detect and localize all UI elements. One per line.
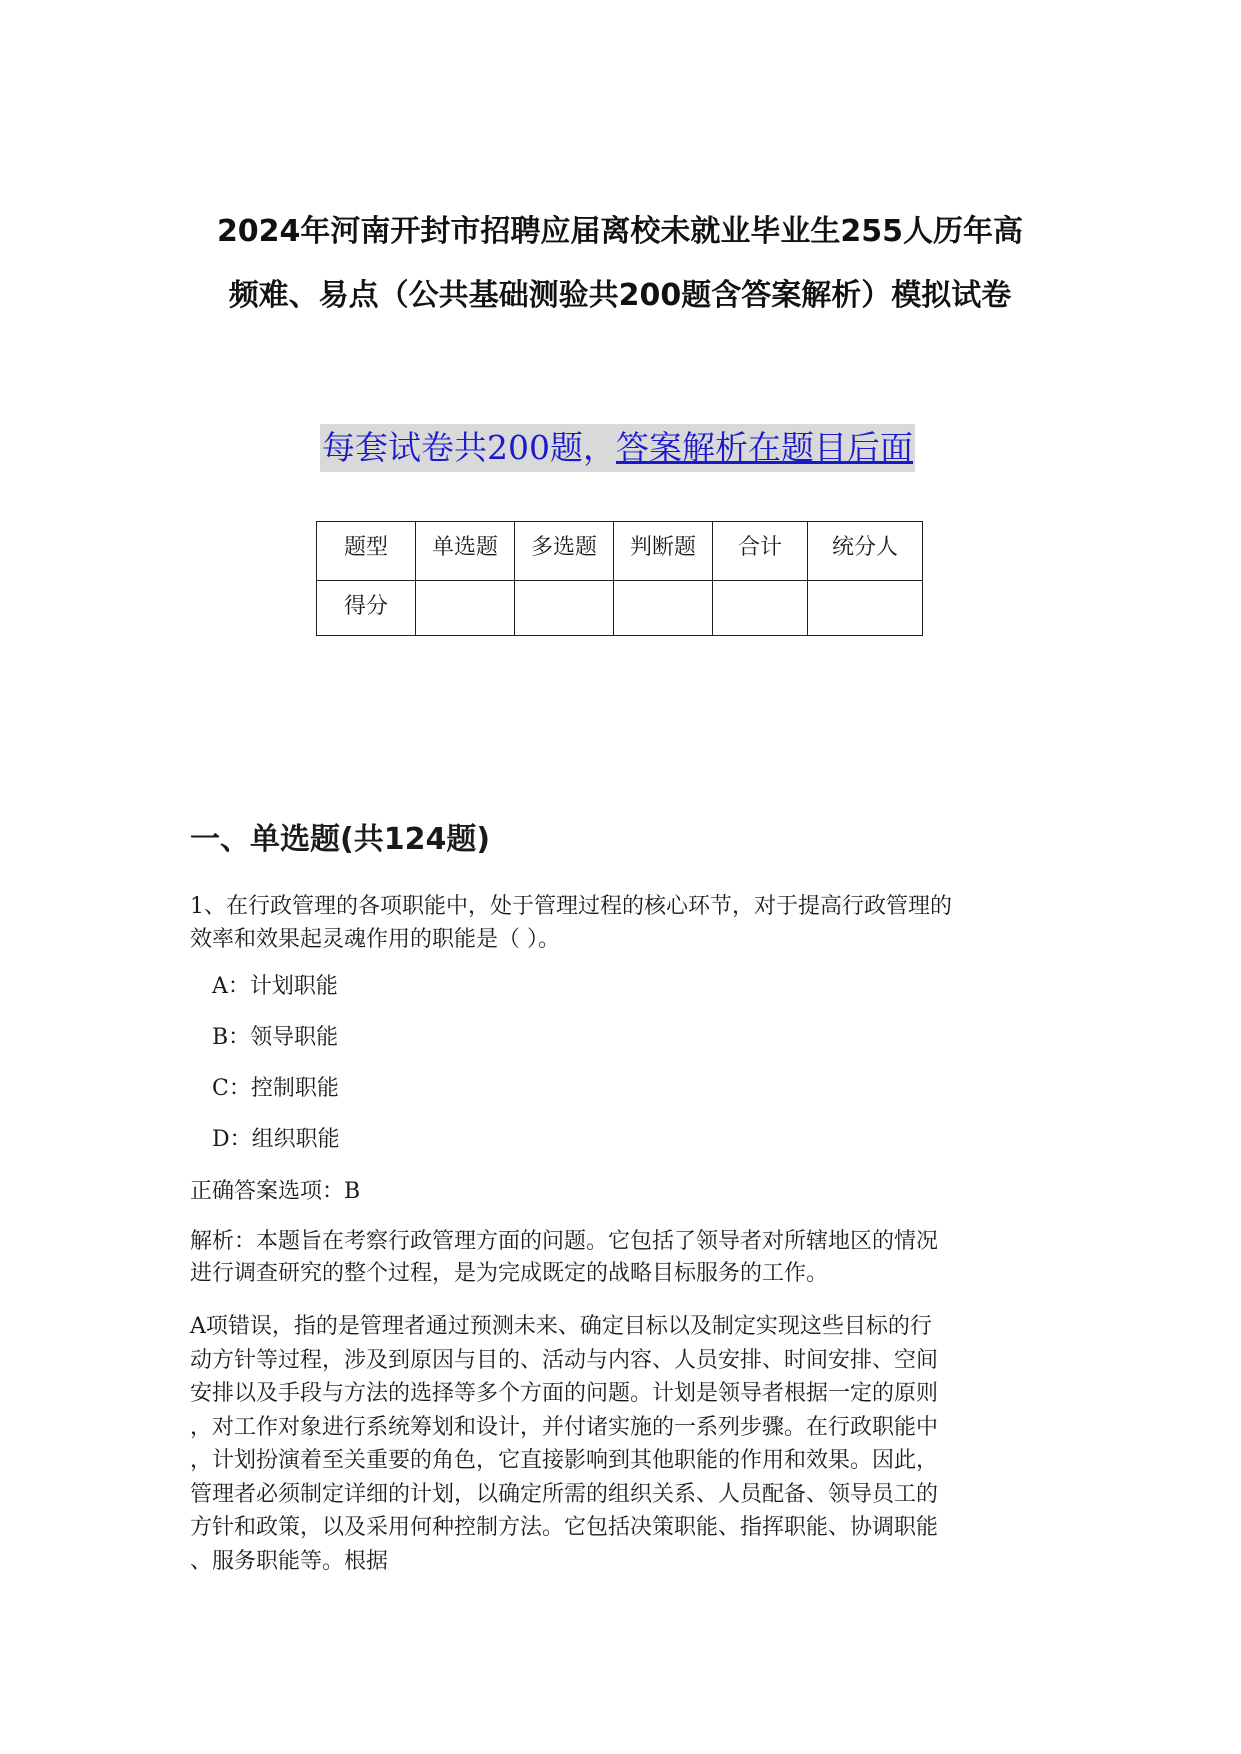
header-cell-scorer: 统分人 (808, 522, 923, 581)
score-table-header-row (317, 522, 923, 581)
detail-line: ，对工作对象进行系统筹划和设计，并付诸实施的一系列步骤。在行政职能中 (190, 1414, 939, 1440)
score-table (316, 521, 923, 636)
question-text-line: 1、在行政管理的各项职能中，处于管理过程的核心环节，对于提高行政管理的 (190, 894, 952, 919)
score-cell-multi[interactable] (515, 581, 614, 636)
subtitle-link[interactable]: 答案解析在题目后面 (616, 428, 913, 467)
subtitle-banner (320, 424, 915, 472)
detail-line: 管理者必须制定详细的计划，以确定所需的组织关系、人员配备、领导员工的 (190, 1481, 939, 1507)
detail-line: 安排以及手段与方法的选择等多个方面的问题。计划是领导者根据一定的原则 (190, 1381, 939, 1406)
analysis-line: 进行调查研究的整个过程，是为完成既定的战略目标服务的工作。 (190, 1261, 829, 1286)
analysis-line: 解析：本题旨在考察行政管理方面的问题。它包括了领导者对所辖地区的情况 (190, 1229, 939, 1254)
row-label-score: 得分 (317, 581, 416, 636)
header-cell-multi: 多选题 (515, 522, 614, 581)
score-cell-total[interactable] (713, 581, 808, 636)
header-cell-judge: 判断题 (614, 522, 713, 581)
detail-analysis (190, 1310, 1040, 1578)
title-line-1: 2024年河南开封市招聘应届离校未就业毕业生255人历年高 (216, 214, 1024, 249)
document-title (160, 200, 1080, 328)
detail-line: ，计划扮演着至关重要的角色，它直接影响到其他职能的作用和效果。因此， (190, 1448, 939, 1473)
header-cell-type: 题型 (317, 522, 416, 581)
option-c[interactable]: C：控制职能 (212, 1076, 339, 1101)
section-heading: 一、单选题(共124题) (190, 822, 491, 857)
option-b[interactable]: B：领导职能 (212, 1025, 339, 1050)
question-text-line: 效率和效果起灵魂作用的职能是（ ）。 (190, 927, 560, 952)
analysis-text (190, 1226, 1050, 1290)
score-cell-single[interactable] (416, 581, 515, 636)
header-cell-total: 合计 (713, 522, 808, 581)
header-cell-single: 单选题 (416, 522, 515, 581)
score-table-score-row (317, 581, 923, 636)
question-text (190, 890, 1050, 956)
detail-line: 、服务职能等。根据 (190, 1548, 389, 1574)
score-cell-judge[interactable] (614, 581, 713, 636)
detail-line: 方针和政策，以及采用何种控制方法。它包括决策职能、指挥职能、协调职能 (190, 1515, 939, 1540)
option-d[interactable]: D：组织职能 (212, 1127, 340, 1152)
option-a[interactable]: A：计划职能 (212, 974, 338, 999)
detail-line: 动方针等过程，涉及到原因与目的、活动与内容、人员安排、时间安排、空间 (190, 1347, 939, 1373)
score-cell-scorer[interactable] (808, 581, 923, 636)
subtitle-part-1: 每套试卷共200题， (322, 428, 616, 467)
detail-line: A项错误，指的是管理者通过预测未来、确定目标以及制定实现这些目标的行 (190, 1314, 932, 1339)
correct-answer: 正确答案选项：B (190, 1179, 361, 1204)
title-line-2: 频难、易点（公共基础测验共200题含答案解析）模拟试卷 (228, 278, 1012, 313)
